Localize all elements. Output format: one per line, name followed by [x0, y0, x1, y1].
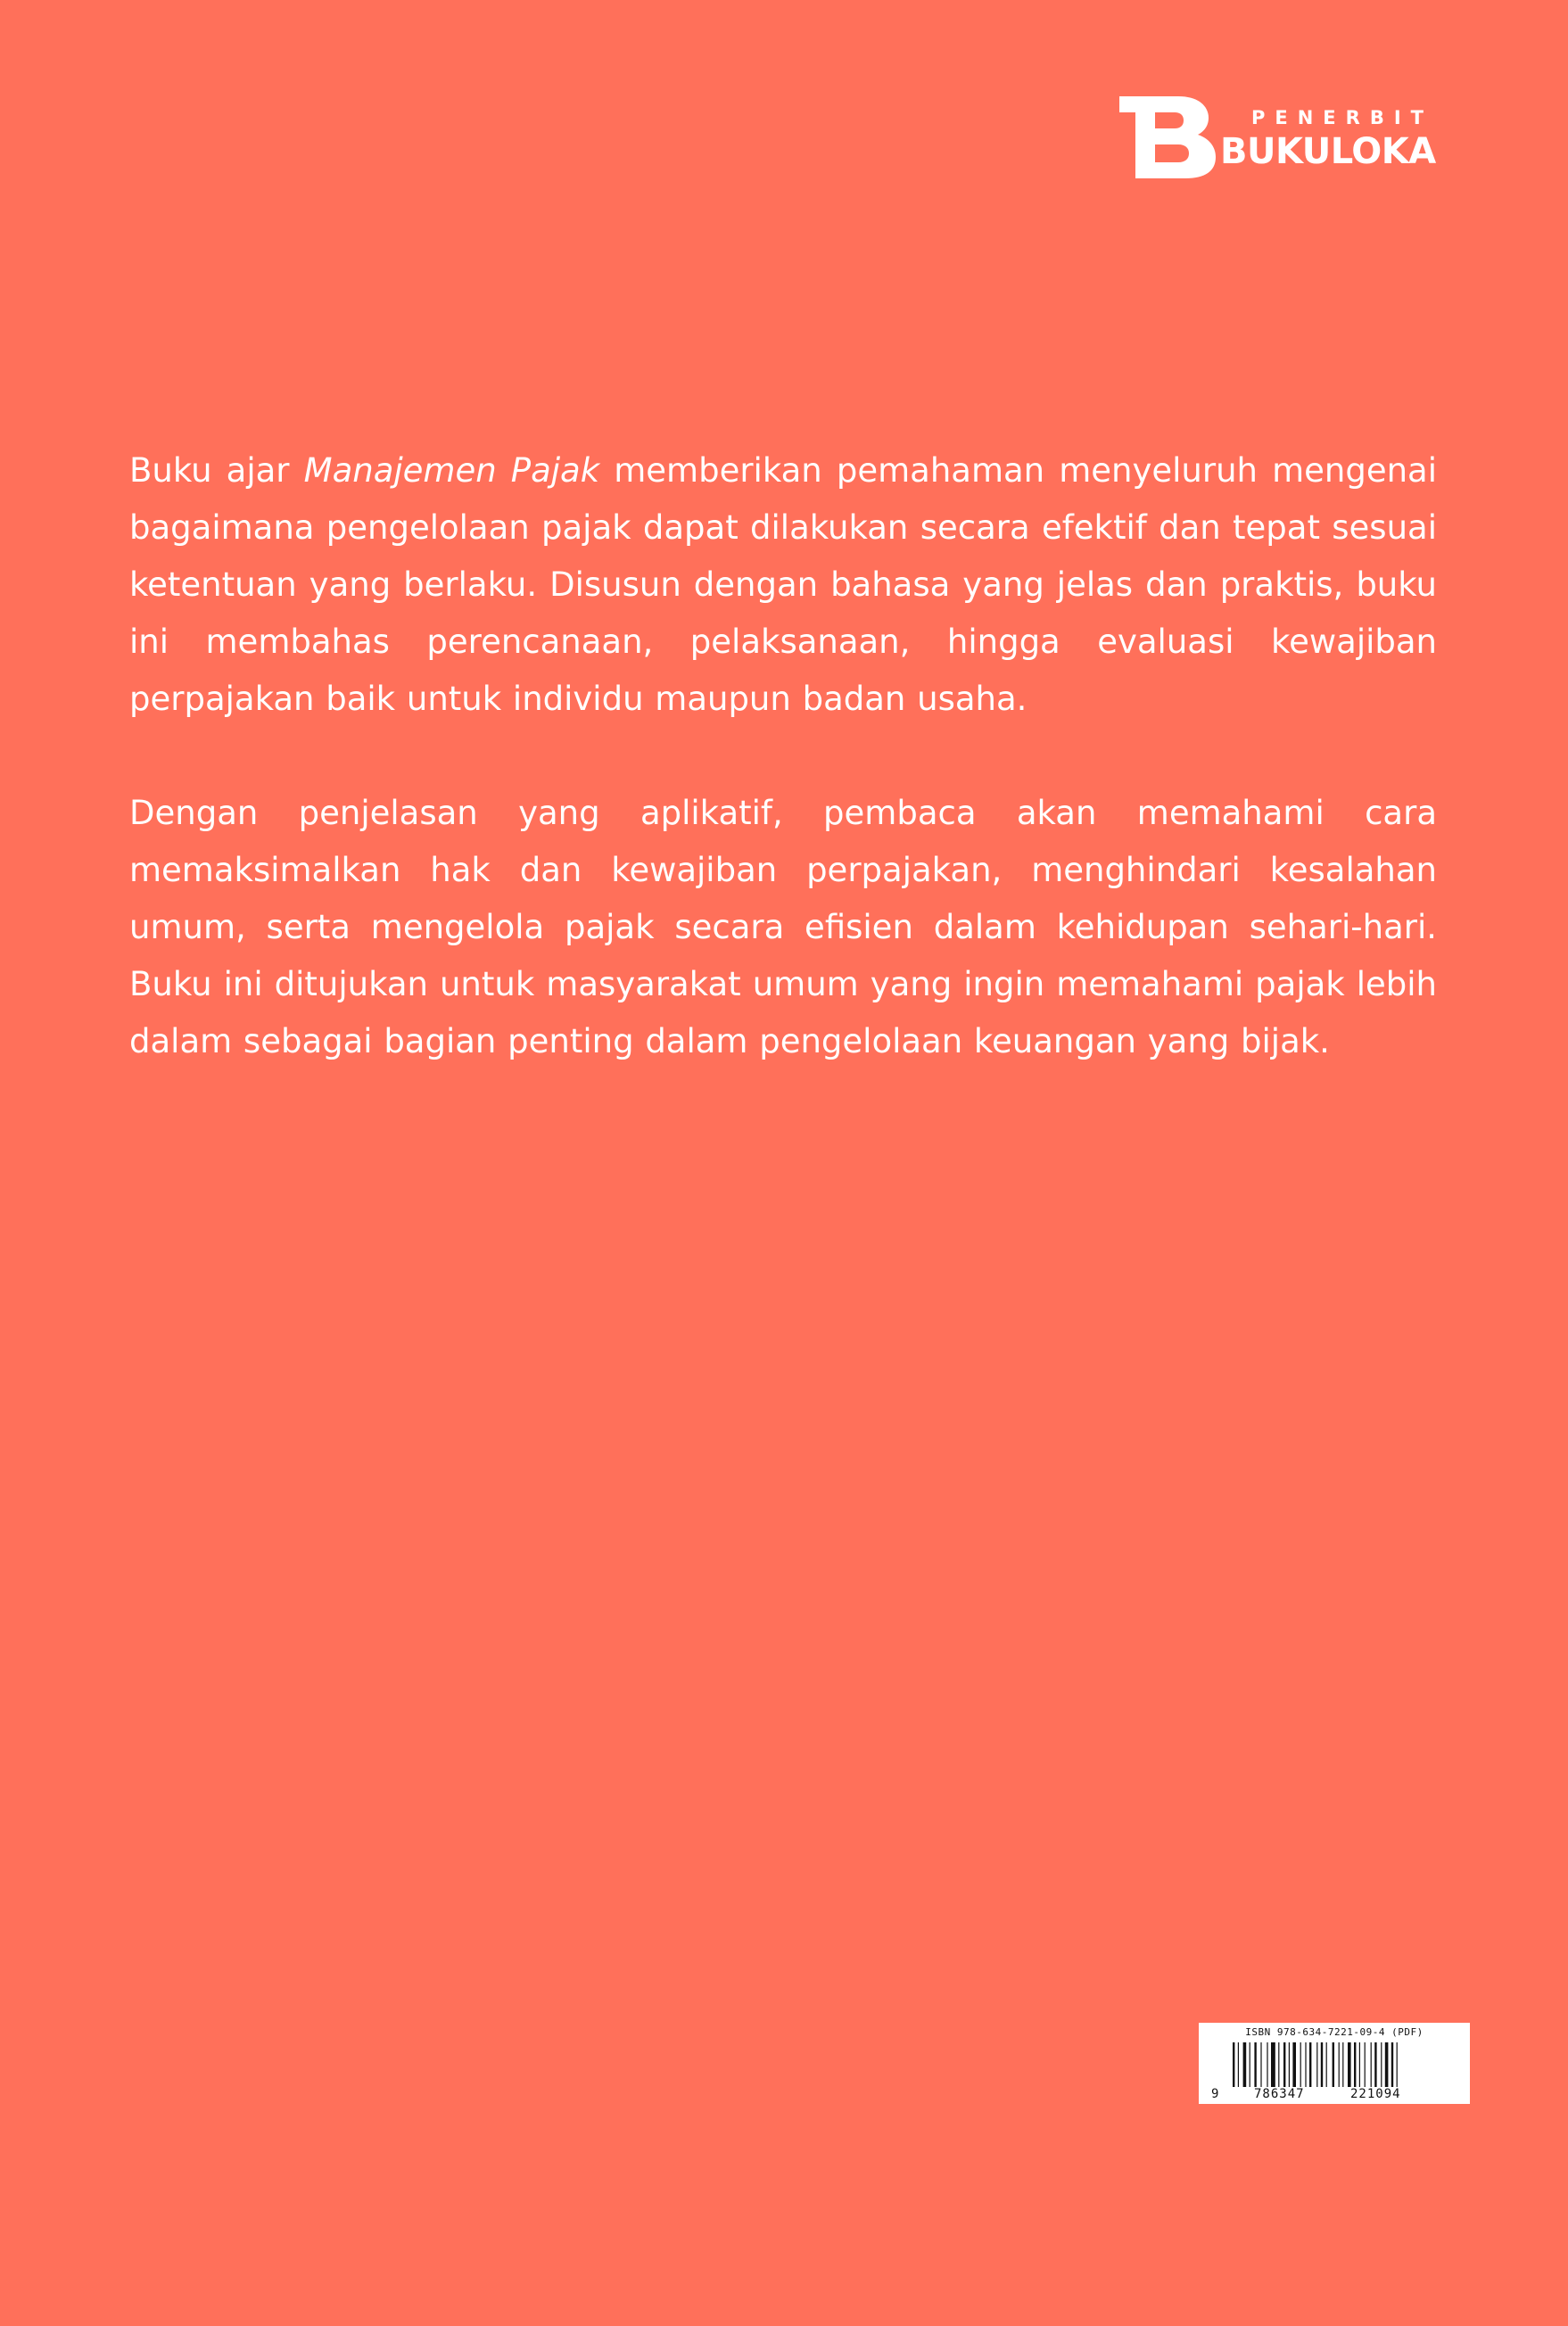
publisher-label: PENERBIT	[1251, 107, 1433, 128]
barcode-digit-first: 9	[1211, 2087, 1220, 2101]
barcode-bar	[1289, 2042, 1290, 2087]
book-blurb	[129, 442, 1437, 1070]
book-title: Manajemen Pajak	[303, 451, 600, 490]
barcode-bar	[1254, 2042, 1256, 2087]
barcode-bar	[1365, 2042, 1366, 2087]
barcode-bar	[1348, 2042, 1351, 2087]
barcode-bar	[1385, 2042, 1389, 2087]
blurb-paragraph-1-intro: Buku ajar	[129, 451, 304, 490]
barcode-bar	[1339, 2042, 1340, 2087]
publisher-logo	[1119, 96, 1440, 178]
barcode-bar	[1359, 2042, 1360, 2087]
barcode-bar	[1260, 2042, 1261, 2087]
barcode-bar	[1374, 2042, 1376, 2087]
barcode-bar	[1292, 2042, 1296, 2087]
barcode-bar	[1397, 2042, 1398, 2087]
barcode-digits-right: 221094	[1350, 2087, 1401, 2101]
barcode-bar	[1283, 2042, 1285, 2087]
barcode-bar	[1342, 2042, 1343, 2087]
letter-b-logo-icon	[1119, 96, 1216, 178]
barcode-bar	[1354, 2042, 1356, 2087]
blurb-paragraph-2: Dengan penjelasan yang aplikatif, pembaca akan memahami cara memaksimalkan hak dan kewajiban perpajakan, menghindari kesalahan umum, serta mengelola pajak secara efisien dalam kehidupan sehari-hari. Buku ini ditujukan untuk masyarakat umum yang ingin memahami pajak lebih dalam sebagai bagian penting dalam pengelolaan keuangan yang bijak.	[129, 794, 1437, 1060]
publisher-name: BUKULOKA	[1220, 131, 1436, 172]
barcode-bar	[1321, 2042, 1323, 2087]
barcode-bar	[1316, 2042, 1317, 2087]
blurb-paragraph-1	[129, 442, 1437, 728]
barcode-bar	[1305, 2042, 1306, 2087]
barcode-bar	[1238, 2042, 1239, 2087]
barcode-bar	[1271, 2042, 1275, 2087]
barcode-bar	[1278, 2042, 1279, 2087]
barcode-digits-left: 786347	[1254, 2087, 1305, 2101]
barcode-bars	[1233, 2042, 1436, 2087]
barcode-bar	[1300, 2042, 1301, 2087]
blurb-paragraph-1-body: memberikan pemahaman menyeluruh mengenai bagaimana pengelolaan pajak dapat dilakukan secara efektif dan tepat sesuai ketentuan yang berlaku. Disusun dengan bahasa yang jelas dan praktis, buku ini membahas perencanaan, pelaksanaan, hingga evaluasi kewajiban perpajakan baik untuk individu maupun badan usaha.	[129, 451, 1437, 718]
isbn-barcode	[1199, 2023, 1470, 2104]
barcode-bar	[1233, 2042, 1234, 2087]
barcode-bar	[1391, 2042, 1393, 2087]
barcode-bar	[1243, 2042, 1247, 2087]
barcode-bar	[1371, 2042, 1372, 2087]
barcode-bar	[1326, 2042, 1327, 2087]
barcode-bar	[1309, 2042, 1311, 2087]
isbn-label: ISBN 978-634-7221-09-4 (PDF)	[1245, 2026, 1424, 2038]
barcode-bar	[1381, 2042, 1382, 2087]
barcode-bar	[1333, 2042, 1334, 2087]
